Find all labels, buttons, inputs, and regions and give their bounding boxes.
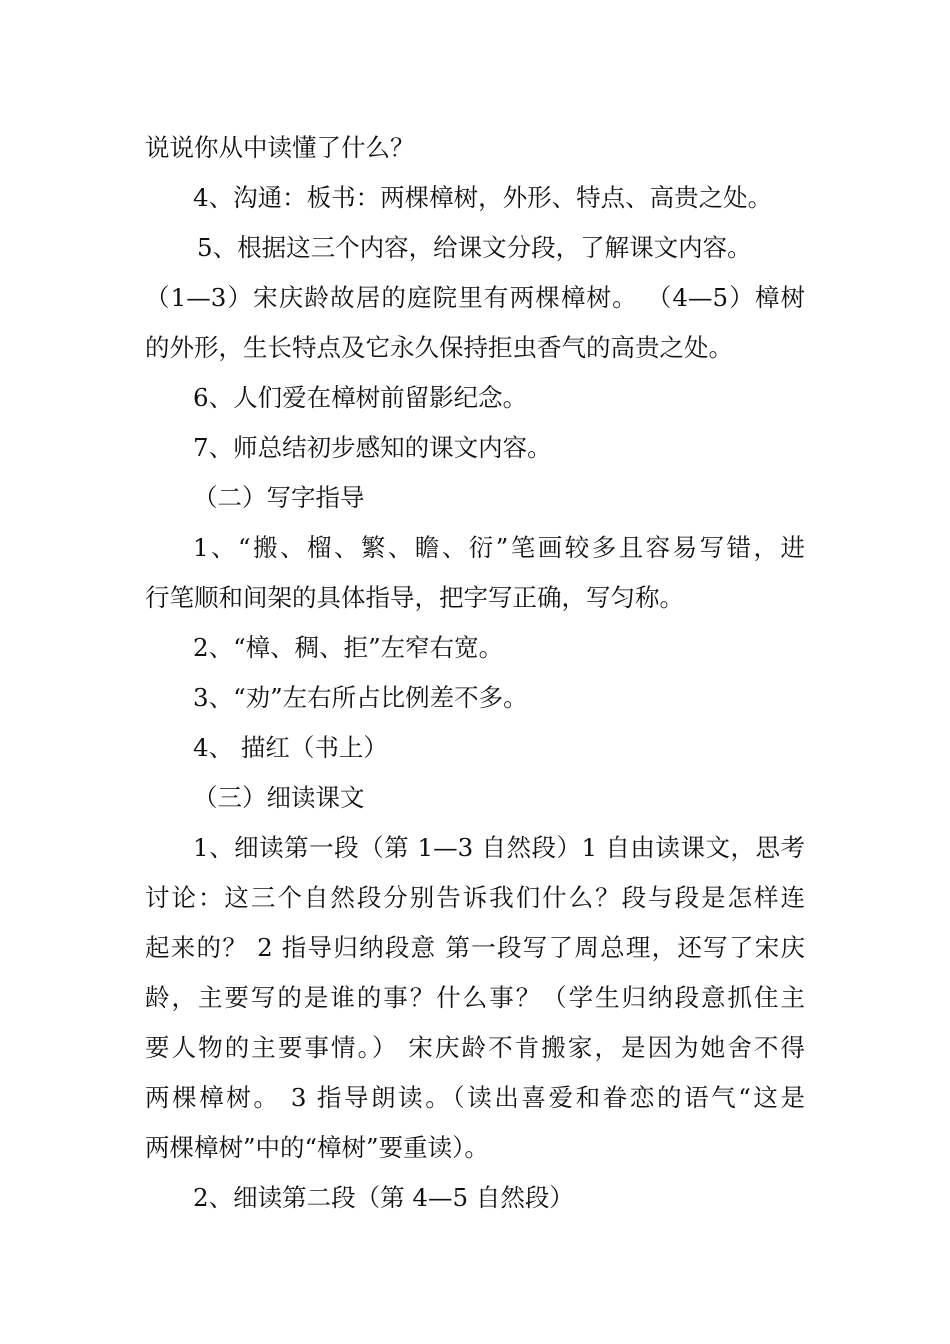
text-line: 5、根据这三个内容，给课文分段，了解课文内容。: [197, 233, 752, 262]
text-line: 起来的？ 2 指导归纳段意 第一段写了周总理，还写了宋庆: [145, 933, 805, 962]
text-line: 两棵樟树”中的“樟树”要重读）。: [145, 1133, 489, 1162]
section-heading: （二）写字指导: [193, 483, 365, 512]
section-heading: （三）细读课文: [193, 783, 365, 812]
text-line: 2、细读第二段（第 4—5 自然段）: [193, 1183, 574, 1212]
text-line: 说说你从中读懂了什么？: [145, 133, 415, 162]
text-line: 4、沟通：板书：两棵樟树，外形、特点、高贵之处。: [193, 183, 773, 212]
text-line: 两棵樟树。 3 指导朗读。（读出喜爱和眷恋的语气“这是: [145, 1083, 805, 1112]
text-line: 3、“劝”左右所占比例差不多。: [193, 683, 528, 712]
text-line: （1—3）宋庆龄故居的庭院里有两棵樟树。 （4—5）樟树: [145, 283, 805, 312]
text-line: 要人物的主要事情。） 宋庆龄不肯搬家，是因为她舍不得: [145, 1033, 805, 1062]
text-line: 行笔顺和间架的具体指导，把字写正确，写匀称。: [145, 583, 684, 612]
text-line: 1、“搬、榴、繁、瞻、衍”笔画较多且容易写错，进: [193, 533, 805, 562]
text-line: 的外形，生长特点及它永久保持拒虫香气的高贵之处。: [145, 333, 733, 362]
text-line: 7、师总结初步感知的课文内容。: [193, 433, 552, 462]
text-line: 1、细读第一段（第 1—3 自然段）1 自由读课文，思考: [193, 833, 805, 862]
text-line: 2、“樟、稠、拒”左窄右宽。: [193, 633, 504, 662]
text-line: 4、 描红（书上）: [193, 733, 388, 762]
text-line: 6、人们爱在樟树前留影纪念。: [193, 383, 528, 412]
text-line: 龄，主要写的是谁的事？什么事？（学生归纳段意抓住主: [145, 983, 805, 1012]
text-line: 讨论：这三个自然段分别告诉我们什么？段与段是怎样连: [145, 883, 805, 912]
